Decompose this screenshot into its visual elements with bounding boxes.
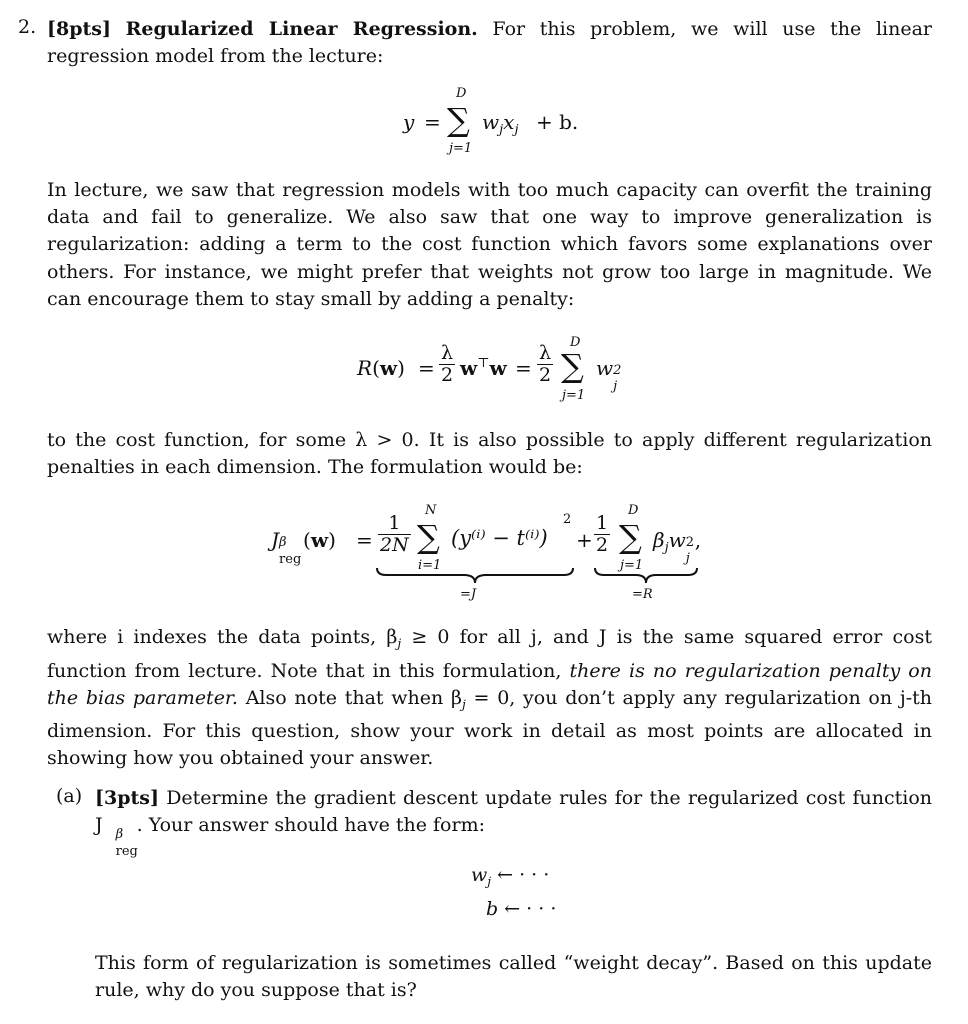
eq3-body1: (y⁽ⁱ⁾ − t⁽ⁱ⁾): [451, 526, 548, 550]
eq2-sum-upper: D: [570, 335, 581, 350]
eq2-sigma: ∑: [561, 347, 584, 385]
part-a-label: (a): [56, 785, 83, 807]
eq3-sum1-upper: N: [425, 503, 437, 518]
eq2-wTw: w⊤w: [460, 356, 507, 380]
update-rule-b: b ← · · ·: [486, 898, 557, 920]
eq2-eq1: =: [418, 356, 435, 380]
eq2-frac2: $\frac{\lambda}{2}$: [539, 342, 552, 386]
eq3-sum1-lower: i=1: [418, 558, 442, 573]
eq2-frac1: $\frac{\lambda}{2}$: [441, 342, 454, 386]
problem-title: Regularized Linear Regression.: [125, 18, 478, 40]
part-a-question: [3pts] Determine the gradient descent update rules for the regularized cost function J β reg . Your answer should have the form:: [95, 787, 932, 860]
eq3-equals: =: [356, 528, 373, 552]
eq2-eq2: =: [515, 356, 532, 380]
eq3-underbrace-J: [376, 567, 574, 585]
eq3-plus: +: [576, 528, 593, 552]
eq3-brace-label-R: =R: [632, 587, 653, 602]
problem-points: [8pts]: [47, 18, 111, 40]
eq3-frac1: $\frac{1}{2N}$: [380, 512, 409, 556]
eq3-brace-label-J: =J: [460, 587, 477, 602]
problem-intro: [47, 16, 932, 70]
part-a-followup: This form of regularization is sometimes called “weight decay”. Based on this update rule, why do you suppose that is?: [95, 952, 932, 1002]
update-rule-w: $w_j$ ← · · ·: [471, 864, 550, 889]
problem-intro-text: For this problem, we will use the linear regression model from the lecture:: [47, 18, 932, 68]
eq3-body1-sup: 2: [563, 512, 572, 527]
eq3-underbrace-R: [594, 567, 698, 585]
eq3-sum2-lower: j=1: [620, 558, 644, 573]
eq1-tail: + b.: [536, 110, 579, 134]
eq1-sigma: ∑: [447, 101, 470, 139]
eq3-sigma2: ∑: [619, 518, 642, 556]
eq3-sum2-upper: D: [628, 503, 639, 518]
paragraph-cost: to the cost function, for some λ > 0. It is also possible to apply different regularization penalties in each dimension. The formulation would be:: [47, 429, 932, 479]
eq2-term: w 2 j: [596, 356, 622, 394]
eq1-equals: =: [424, 110, 441, 134]
eq3-sigma1: ∑: [417, 518, 440, 556]
eq1-term: $w_jx_j$: [482, 110, 519, 138]
eq3-lhs: J β reg (w): [271, 528, 336, 567]
eq3-frac2: $\frac{1}{2}$: [596, 512, 609, 556]
problem-number: 2.: [18, 16, 37, 38]
paragraph-notes: where i indexes the data points, $\beta_j \ge 0$ for all j, and J is the same squared error cost function from lecture. Note that in this formulation, there is no regularization penalty on the bias parameter. Also note that when $\beta_j = 0$, you don’t apply any regularization on j-th dimension. For this question, show your work in detail as most points are allocated in showing how you obtained your answer.: [47, 626, 932, 770]
eq1-lhs: y: [403, 110, 415, 134]
paragraph-regularization: In lecture, we saw that regression models with too much capacity can overfit the training data and fail to generalize. We also saw that one way to improve generalization is regularization: adding a term to the cost function which favors some explanations over others. For instance, we might prefer that weights not grow too large in magnitude. We can encourage them to stay small by adding a penalty:: [47, 179, 932, 310]
eq3-body2: $\beta_jw$ 2 j ,: [653, 528, 702, 566]
eq2-lhs: R(w): [357, 356, 405, 380]
eq2-sum-lower: j=1: [562, 388, 586, 403]
eq1-sum-upper: D: [456, 86, 467, 101]
eq1-sum-lower: j=1: [449, 141, 473, 156]
